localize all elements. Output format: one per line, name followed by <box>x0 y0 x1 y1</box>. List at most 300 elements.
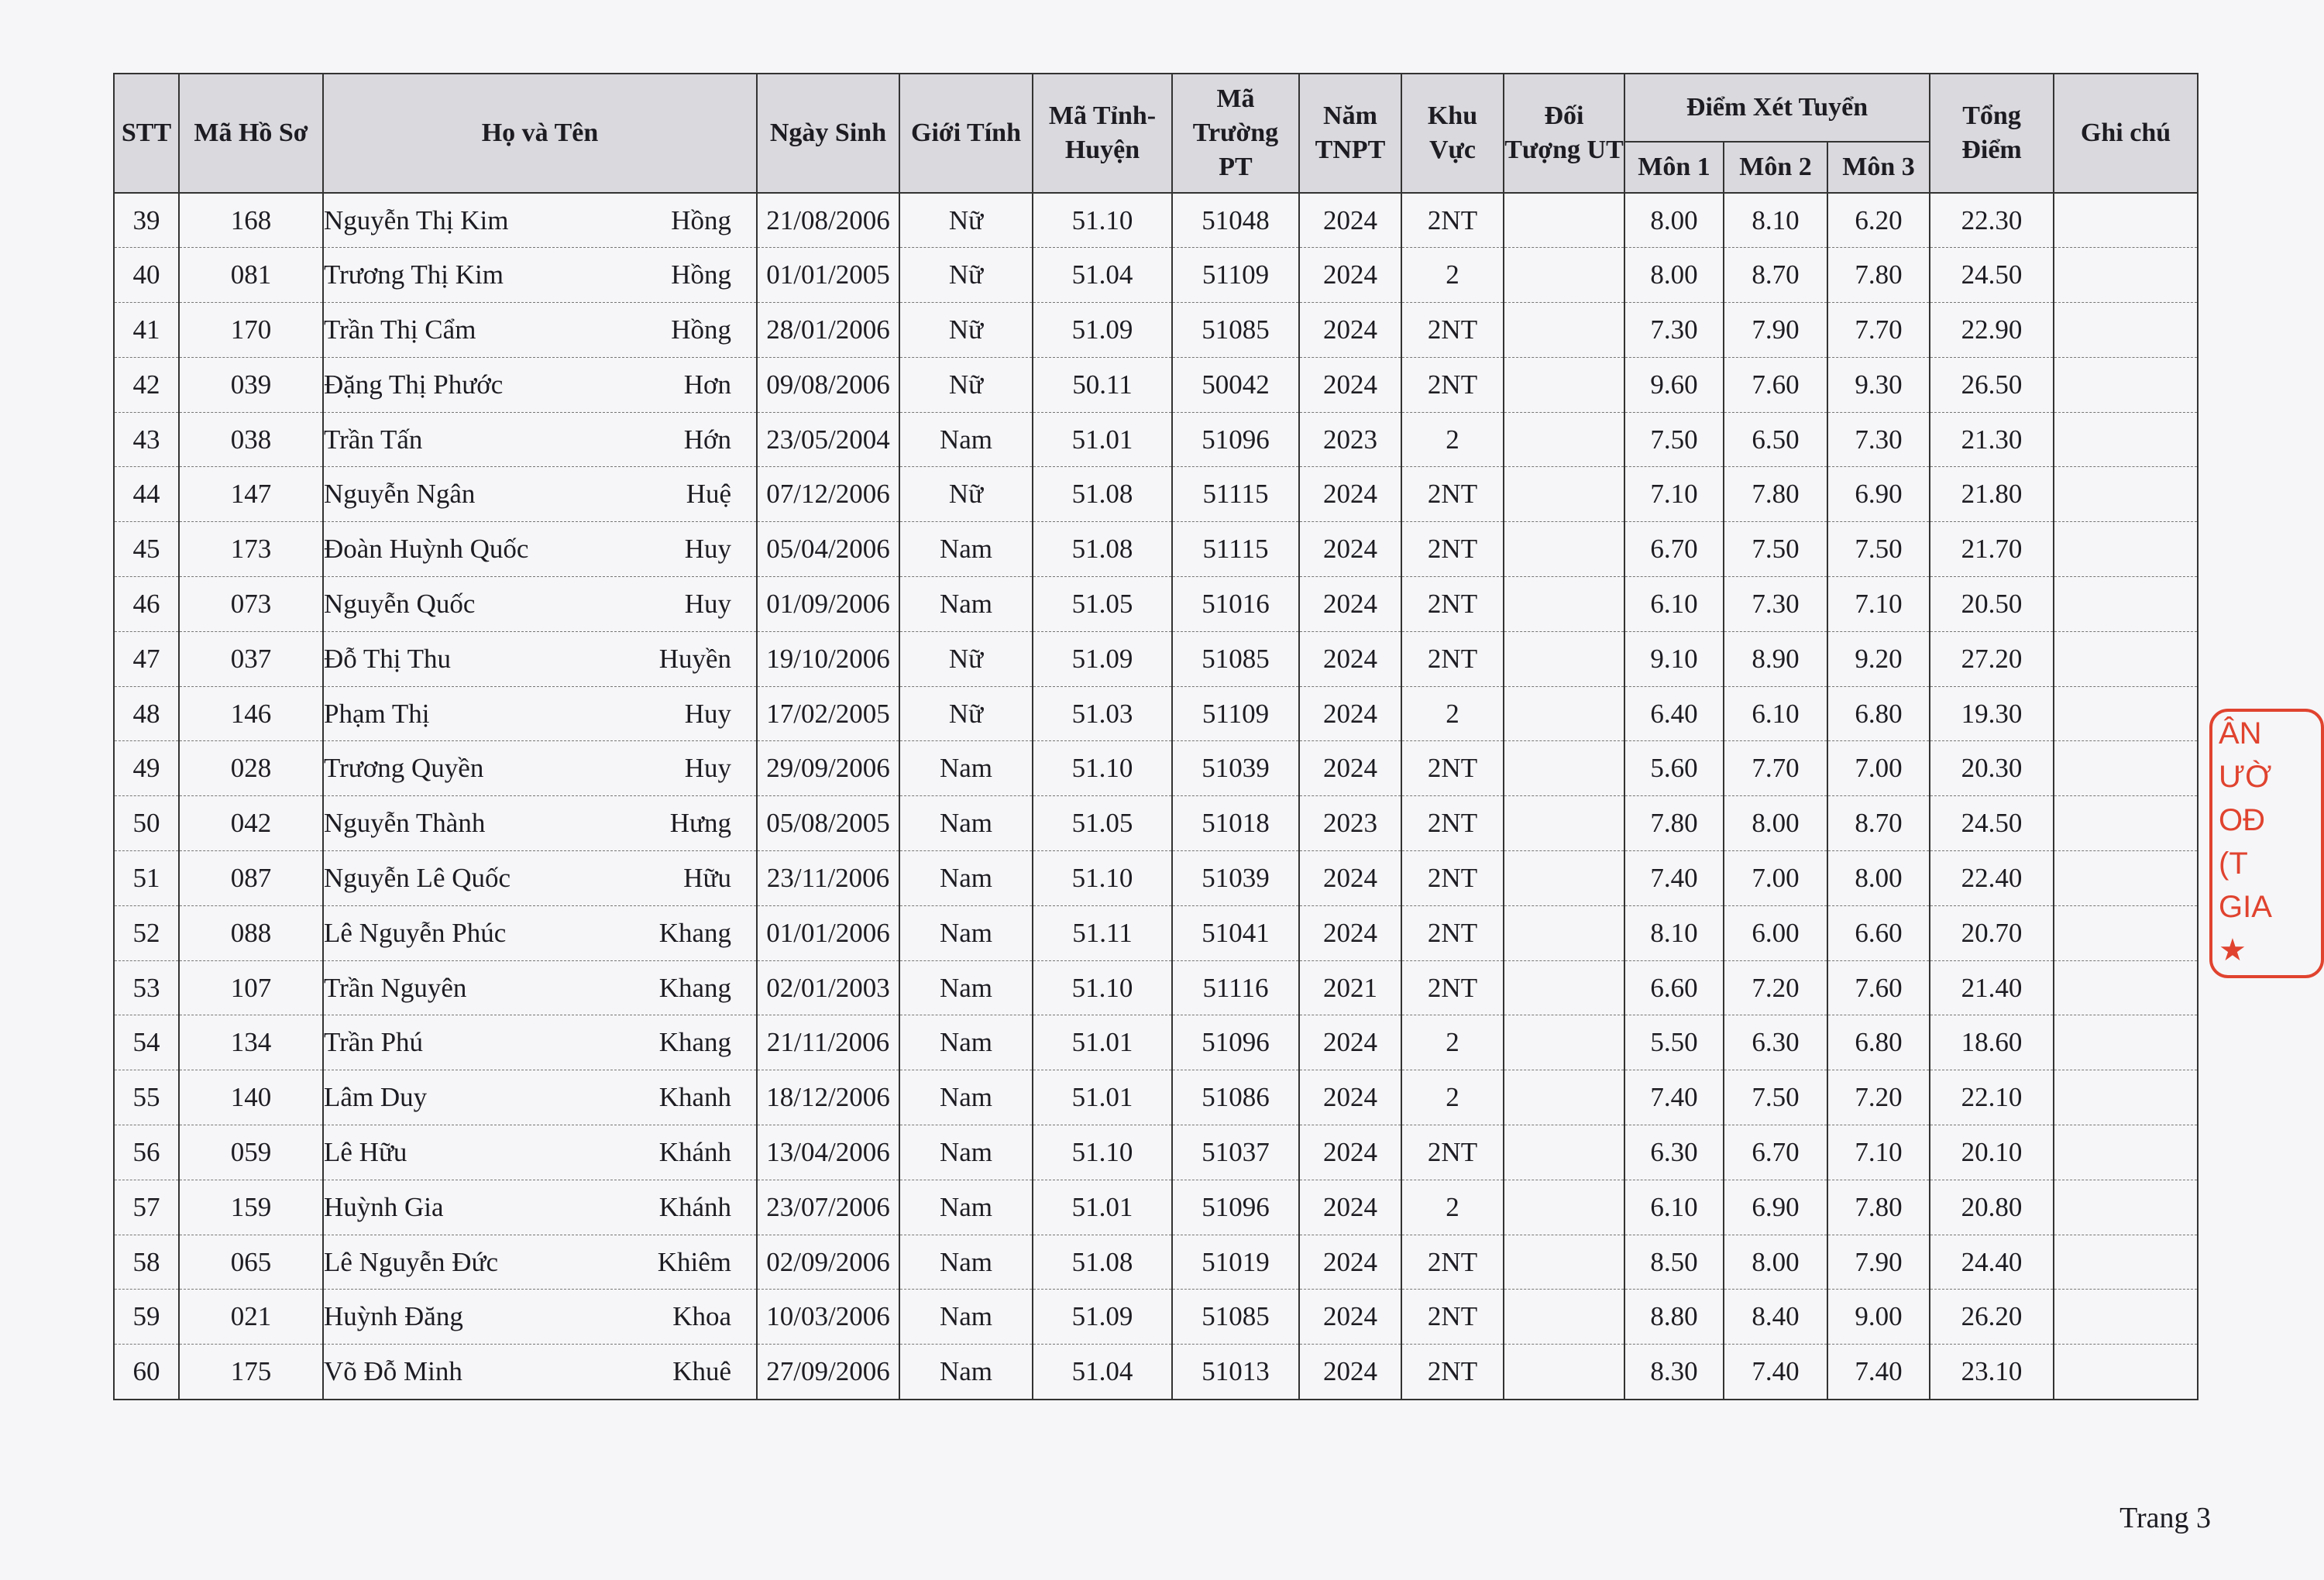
cell-doi-tuong-ut <box>1504 851 1624 906</box>
cell-ho-dem: Đỗ Thị Thu <box>324 643 451 674</box>
cell-nam-tnpt: 2024 <box>1299 905 1401 960</box>
cell-stt: 60 <box>114 1345 179 1400</box>
cell-ma-truong-pt: 51115 <box>1172 467 1299 522</box>
cell-ghi-chu <box>2054 631 2198 686</box>
cell-ten: Hơn <box>683 369 731 400</box>
cell-khu-vuc: 2NT <box>1401 193 1504 248</box>
cell-nam-tnpt: 2024 <box>1299 1290 1401 1345</box>
cell-ma-tinh-huyen: 51.04 <box>1033 1345 1172 1400</box>
cell-stt: 40 <box>114 248 179 303</box>
cell-mon-3: 9.30 <box>1827 357 1930 412</box>
table-row <box>114 577 2198 632</box>
cell-stt: 47 <box>114 631 179 686</box>
cell-mon-2: 7.20 <box>1724 960 1827 1015</box>
cell-khu-vuc: 2 <box>1401 1015 1504 1070</box>
cell-mon-3: 7.10 <box>1827 1125 1930 1180</box>
cell-gioi-tinh: Nam <box>899 1235 1033 1290</box>
cell-ten: Huyền <box>658 643 731 674</box>
table-row <box>114 1235 2198 1290</box>
cell-ngay-sinh: 28/01/2006 <box>757 303 899 358</box>
cell-ngay-sinh: 23/05/2004 <box>757 412 899 467</box>
cell-ghi-chu <box>2054 577 2198 632</box>
cell-ma-tinh-huyen: 51.03 <box>1033 686 1172 741</box>
header-ma-tinh-huyen: Mã Tỉnh-Huyện <box>1033 74 1172 193</box>
cell-ma-tinh-huyen: 51.01 <box>1033 1015 1172 1070</box>
table-row <box>114 467 2198 522</box>
cell-ma-ho-so: 021 <box>179 1290 323 1345</box>
cell-ma-ho-so: 159 <box>179 1180 323 1235</box>
cell-ma-tinh-huyen: 50.11 <box>1033 357 1172 412</box>
header-mon-2: Môn 2 <box>1724 142 1827 193</box>
table-row <box>114 1180 2198 1235</box>
cell-ho-va-ten <box>323 193 757 248</box>
cell-gioi-tinh: Nam <box>899 741 1033 796</box>
cell-ngay-sinh: 18/12/2006 <box>757 1070 899 1125</box>
cell-doi-tuong-ut <box>1504 1290 1624 1345</box>
cell-khu-vuc: 2NT <box>1401 303 1504 358</box>
cell-ten: Hữu <box>683 862 731 893</box>
cell-ngay-sinh: 02/09/2006 <box>757 1235 899 1290</box>
table-row <box>114 412 2198 467</box>
cell-doi-tuong-ut <box>1504 631 1624 686</box>
cell-nam-tnpt: 2024 <box>1299 851 1401 906</box>
cell-ghi-chu <box>2054 1015 2198 1070</box>
cell-ho-dem: Nguyễn Quốc <box>324 588 476 619</box>
cell-ho-dem: Trần Thị Cẩm <box>324 314 476 345</box>
cell-tong-diem: 18.60 <box>1930 1015 2054 1070</box>
cell-stt: 50 <box>114 796 179 851</box>
cell-mon-3: 6.60 <box>1827 905 1930 960</box>
table-row <box>114 1015 2198 1070</box>
cell-khu-vuc: 2 <box>1401 1180 1504 1235</box>
cell-tong-diem: 22.40 <box>1930 851 2054 906</box>
cell-gioi-tinh: Nam <box>899 1345 1033 1400</box>
cell-khu-vuc: 2 <box>1401 412 1504 467</box>
header-mon-3: Môn 3 <box>1827 142 1930 193</box>
cell-ma-tinh-huyen: 51.09 <box>1033 303 1172 358</box>
cell-mon-1: 8.00 <box>1624 193 1724 248</box>
cell-ma-tinh-huyen: 51.10 <box>1033 193 1172 248</box>
header-diem-xet-tuyen: Điểm Xét Tuyển <box>1624 74 1930 142</box>
cell-gioi-tinh: Nam <box>899 522 1033 577</box>
header-stt: STT <box>114 74 179 193</box>
cell-ho-dem: Võ Đỗ Minh <box>324 1355 462 1386</box>
cell-khu-vuc: 2NT <box>1401 631 1504 686</box>
cell-tong-diem: 20.10 <box>1930 1125 2054 1180</box>
cell-mon-2: 8.90 <box>1724 631 1827 686</box>
cell-ma-tinh-huyen: 51.05 <box>1033 796 1172 851</box>
cell-ho-va-ten <box>323 1125 757 1180</box>
cell-mon-3: 7.10 <box>1827 577 1930 632</box>
cell-mon-3: 6.80 <box>1827 686 1930 741</box>
cell-ma-tinh-huyen: 51.04 <box>1033 248 1172 303</box>
cell-ghi-chu <box>2054 796 2198 851</box>
cell-ho-va-ten <box>323 960 757 1015</box>
cell-ma-truong-pt: 51109 <box>1172 248 1299 303</box>
cell-ma-truong-pt: 51096 <box>1172 412 1299 467</box>
cell-ma-ho-so: 088 <box>179 905 323 960</box>
cell-nam-tnpt: 2024 <box>1299 193 1401 248</box>
cell-ngay-sinh: 21/08/2006 <box>757 193 899 248</box>
cell-ten: Khanh <box>658 1082 731 1113</box>
cell-mon-2: 8.40 <box>1724 1290 1827 1345</box>
table-row <box>114 248 2198 303</box>
cell-nam-tnpt: 2024 <box>1299 1015 1401 1070</box>
cell-mon-1: 6.10 <box>1624 1180 1724 1235</box>
cell-ghi-chu <box>2054 248 2198 303</box>
header-ngay-sinh: Ngày Sinh <box>757 74 899 193</box>
cell-mon-2: 8.00 <box>1724 1235 1827 1290</box>
cell-khu-vuc: 2 <box>1401 1070 1504 1125</box>
cell-ho-va-ten <box>323 1345 757 1400</box>
cell-doi-tuong-ut <box>1504 467 1624 522</box>
table-row <box>114 357 2198 412</box>
cell-nam-tnpt: 2024 <box>1299 686 1401 741</box>
cell-ho-va-ten <box>323 577 757 632</box>
cell-mon-2: 8.70 <box>1724 248 1827 303</box>
cell-ghi-chu <box>2054 1180 2198 1235</box>
cell-ho-va-ten <box>323 303 757 358</box>
cell-doi-tuong-ut <box>1504 1345 1624 1400</box>
cell-ghi-chu <box>2054 467 2198 522</box>
cell-nam-tnpt: 2024 <box>1299 631 1401 686</box>
cell-mon-1: 7.80 <box>1624 796 1724 851</box>
cell-ho-va-ten <box>323 686 757 741</box>
cell-mon-1: 8.80 <box>1624 1290 1724 1345</box>
cell-mon-1: 6.40 <box>1624 686 1724 741</box>
cell-khu-vuc: 2NT <box>1401 357 1504 412</box>
cell-gioi-tinh: Nam <box>899 905 1033 960</box>
cell-mon-3: 8.70 <box>1827 796 1930 851</box>
cell-ma-truong-pt: 51019 <box>1172 1235 1299 1290</box>
cell-ma-tinh-huyen: 51.01 <box>1033 1180 1172 1235</box>
cell-mon-3: 6.90 <box>1827 467 1930 522</box>
cell-mon-1: 9.10 <box>1624 631 1724 686</box>
cell-nam-tnpt: 2024 <box>1299 467 1401 522</box>
cell-ghi-chu <box>2054 905 2198 960</box>
cell-mon-2: 8.00 <box>1724 796 1827 851</box>
cell-mon-1: 8.10 <box>1624 905 1724 960</box>
cell-ten: Hồng <box>671 259 731 290</box>
table-row <box>114 1345 2198 1400</box>
cell-stt: 44 <box>114 467 179 522</box>
cell-ma-truong-pt: 51109 <box>1172 686 1299 741</box>
cell-tong-diem: 21.30 <box>1930 412 2054 467</box>
cell-gioi-tinh: Nam <box>899 960 1033 1015</box>
cell-ma-ho-so: 042 <box>179 796 323 851</box>
cell-mon-2: 7.60 <box>1724 357 1827 412</box>
cell-gioi-tinh: Nam <box>899 1180 1033 1235</box>
cell-ma-ho-so: 087 <box>179 851 323 906</box>
cell-tong-diem: 20.50 <box>1930 577 2054 632</box>
cell-ma-tinh-huyen: 51.01 <box>1033 1070 1172 1125</box>
cell-nam-tnpt: 2024 <box>1299 1180 1401 1235</box>
stamp-text: (T <box>2219 847 2248 881</box>
cell-ma-ho-so: 038 <box>179 412 323 467</box>
table-row <box>114 631 2198 686</box>
cell-tong-diem: 26.20 <box>1930 1290 2054 1345</box>
table-row <box>114 1125 2198 1180</box>
cell-ho-dem: Trần Nguyên <box>324 972 467 1003</box>
cell-ghi-chu <box>2054 303 2198 358</box>
table-row <box>114 960 2198 1015</box>
cell-ma-truong-pt: 51085 <box>1172 631 1299 686</box>
cell-stt: 41 <box>114 303 179 358</box>
cell-doi-tuong-ut <box>1504 1070 1624 1125</box>
cell-khu-vuc: 2NT <box>1401 741 1504 796</box>
cell-ma-truong-pt: 51016 <box>1172 577 1299 632</box>
table-row <box>114 686 2198 741</box>
table-row <box>114 1070 2198 1125</box>
stamp-text: ƯỜ <box>2219 760 2272 794</box>
cell-ngay-sinh: 13/04/2006 <box>757 1125 899 1180</box>
cell-ma-truong-pt: 51018 <box>1172 796 1299 851</box>
header-mon-1: Môn 1 <box>1624 142 1724 193</box>
cell-ho-dem: Trần Tấn <box>324 424 423 455</box>
cell-mon-2: 7.30 <box>1724 577 1827 632</box>
cell-ma-ho-so: 028 <box>179 741 323 796</box>
cell-nam-tnpt: 2024 <box>1299 1345 1401 1400</box>
cell-tong-diem: 20.30 <box>1930 741 2054 796</box>
header-ma-ho-so: Mã Hồ Sơ <box>179 74 323 193</box>
cell-ho-va-ten <box>323 1290 757 1345</box>
cell-ma-ho-so: 059 <box>179 1125 323 1180</box>
cell-ma-ho-so: 170 <box>179 303 323 358</box>
cell-khu-vuc: 2NT <box>1401 851 1504 906</box>
cell-doi-tuong-ut <box>1504 1235 1624 1290</box>
header-ghi-chu: Ghi chú <box>2054 74 2198 193</box>
cell-stt: 57 <box>114 1180 179 1235</box>
cell-tong-diem: 24.40 <box>1930 1235 2054 1290</box>
cell-ho-dem: Lê Hữu <box>324 1136 407 1167</box>
cell-doi-tuong-ut <box>1504 1125 1624 1180</box>
cell-ngay-sinh: 23/07/2006 <box>757 1180 899 1235</box>
cell-ho-va-ten <box>323 357 757 412</box>
cell-mon-1: 8.30 <box>1624 1345 1724 1400</box>
cell-ghi-chu <box>2054 1070 2198 1125</box>
table-row <box>114 905 2198 960</box>
cell-mon-2: 6.00 <box>1724 905 1827 960</box>
cell-ma-truong-pt: 51086 <box>1172 1070 1299 1125</box>
cell-ma-tinh-huyen: 51.10 <box>1033 851 1172 906</box>
cell-doi-tuong-ut <box>1504 741 1624 796</box>
cell-mon-2: 6.30 <box>1724 1015 1827 1070</box>
cell-ghi-chu <box>2054 412 2198 467</box>
cell-mon-1: 9.60 <box>1624 357 1724 412</box>
cell-ten: Hớn <box>683 424 731 455</box>
cell-mon-3: 7.00 <box>1827 741 1930 796</box>
cell-stt: 46 <box>114 577 179 632</box>
cell-mon-3: 8.00 <box>1827 851 1930 906</box>
cell-mon-1: 7.40 <box>1624 1070 1724 1125</box>
cell-tong-diem: 22.30 <box>1930 193 2054 248</box>
cell-mon-3: 7.70 <box>1827 303 1930 358</box>
cell-gioi-tinh: Nam <box>899 851 1033 906</box>
cell-stt: 53 <box>114 960 179 1015</box>
cell-tong-diem: 22.10 <box>1930 1070 2054 1125</box>
cell-ma-truong-pt: 51096 <box>1172 1180 1299 1235</box>
cell-ten: Khang <box>658 917 731 948</box>
cell-ten: Khánh <box>658 1136 731 1167</box>
cell-mon-2: 6.70 <box>1724 1125 1827 1180</box>
cell-stt: 48 <box>114 686 179 741</box>
cell-khu-vuc: 2NT <box>1401 796 1504 851</box>
cell-mon-1: 7.30 <box>1624 303 1724 358</box>
cell-mon-1: 6.60 <box>1624 960 1724 1015</box>
table-row <box>114 796 2198 851</box>
cell-ghi-chu <box>2054 686 2198 741</box>
cell-ho-dem: Đặng Thị Phước <box>324 369 504 400</box>
cell-ghi-chu <box>2054 851 2198 906</box>
cell-ho-dem: Lâm Duy <box>324 1082 428 1113</box>
cell-ho-dem: Trần Phú <box>324 1027 424 1058</box>
cell-ngay-sinh: 29/09/2006 <box>757 741 899 796</box>
cell-stt: 51 <box>114 851 179 906</box>
cell-nam-tnpt: 2024 <box>1299 522 1401 577</box>
cell-mon-2: 7.50 <box>1724 1070 1827 1125</box>
cell-mon-1: 8.50 <box>1624 1235 1724 1290</box>
cell-ho-dem: Lê Nguyễn Đức <box>324 1246 499 1277</box>
cell-ten: Huệ <box>686 479 731 510</box>
cell-ma-ho-so: 073 <box>179 577 323 632</box>
cell-ten: Khang <box>658 972 731 1003</box>
cell-doi-tuong-ut <box>1504 303 1624 358</box>
cell-tong-diem: 27.20 <box>1930 631 2054 686</box>
cell-ngay-sinh: 01/09/2006 <box>757 577 899 632</box>
table-row <box>114 741 2198 796</box>
cell-ma-truong-pt: 51037 <box>1172 1125 1299 1180</box>
header-doi-tuong-ut: Đối Tượng UT <box>1504 74 1624 193</box>
stamp-text: OĐ <box>2219 803 2265 837</box>
cell-mon-1: 7.10 <box>1624 467 1724 522</box>
cell-mon-1: 8.00 <box>1624 248 1724 303</box>
cell-ho-va-ten <box>323 851 757 906</box>
cell-ma-truong-pt: 51085 <box>1172 303 1299 358</box>
cell-ma-tinh-huyen: 51.11 <box>1033 905 1172 960</box>
cell-nam-tnpt: 2024 <box>1299 1235 1401 1290</box>
cell-tong-diem: 24.50 <box>1930 796 2054 851</box>
cell-ngay-sinh: 21/11/2006 <box>757 1015 899 1070</box>
cell-ngay-sinh: 09/08/2006 <box>757 357 899 412</box>
red-seal-stamp <box>2209 709 2324 978</box>
cell-ghi-chu <box>2054 960 2198 1015</box>
cell-ten: Khoa <box>672 1301 731 1332</box>
cell-gioi-tinh: Nam <box>899 1070 1033 1125</box>
cell-mon-3: 6.80 <box>1827 1015 1930 1070</box>
cell-gioi-tinh: Nữ <box>899 303 1033 358</box>
stamp-text: ★ <box>2219 933 2247 967</box>
cell-ho-dem: Trương Thị Kim <box>324 259 504 290</box>
cell-ten: Huy <box>684 753 731 784</box>
cell-ho-dem: Huỳnh Đăng <box>324 1301 463 1332</box>
cell-doi-tuong-ut <box>1504 796 1624 851</box>
cell-gioi-tinh: Nữ <box>899 631 1033 686</box>
cell-ho-va-ten <box>323 248 757 303</box>
cell-gioi-tinh: Nữ <box>899 193 1033 248</box>
cell-ma-truong-pt: 51039 <box>1172 851 1299 906</box>
cell-stt: 42 <box>114 357 179 412</box>
cell-ma-truong-pt: 51115 <box>1172 522 1299 577</box>
cell-ngay-sinh: 23/11/2006 <box>757 851 899 906</box>
cell-ho-va-ten <box>323 412 757 467</box>
cell-ngay-sinh: 02/01/2003 <box>757 960 899 1015</box>
cell-ho-va-ten <box>323 1235 757 1290</box>
cell-khu-vuc: 2NT <box>1401 522 1504 577</box>
cell-ten: Huy <box>684 534 731 565</box>
cell-nam-tnpt: 2024 <box>1299 741 1401 796</box>
cell-ten: Khánh <box>658 1191 731 1222</box>
cell-ghi-chu <box>2054 522 2198 577</box>
cell-stt: 49 <box>114 741 179 796</box>
cell-mon-2: 7.90 <box>1724 303 1827 358</box>
cell-ten: Khuê <box>672 1355 731 1386</box>
cell-khu-vuc: 2 <box>1401 686 1504 741</box>
cell-ma-tinh-huyen: 51.01 <box>1033 412 1172 467</box>
cell-ngay-sinh: 05/08/2005 <box>757 796 899 851</box>
cell-ho-dem: Nguyễn Ngân <box>324 479 476 510</box>
cell-mon-2: 7.80 <box>1724 467 1827 522</box>
cell-mon-1: 6.70 <box>1624 522 1724 577</box>
header-tong-diem: Tổng Điểm <box>1930 74 2054 193</box>
cell-ma-tinh-huyen: 51.10 <box>1033 1125 1172 1180</box>
cell-ma-ho-so: 168 <box>179 193 323 248</box>
table-row <box>114 851 2198 906</box>
cell-ma-tinh-huyen: 51.10 <box>1033 741 1172 796</box>
cell-mon-2: 7.70 <box>1724 741 1827 796</box>
cell-nam-tnpt: 2023 <box>1299 796 1401 851</box>
cell-doi-tuong-ut <box>1504 905 1624 960</box>
cell-mon-2: 8.10 <box>1724 193 1827 248</box>
table-row <box>114 522 2198 577</box>
cell-tong-diem: 20.80 <box>1930 1180 2054 1235</box>
cell-mon-3: 9.00 <box>1827 1290 1930 1345</box>
cell-ma-truong-pt: 51013 <box>1172 1345 1299 1400</box>
cell-stt: 56 <box>114 1125 179 1180</box>
cell-ma-ho-so: 173 <box>179 522 323 577</box>
cell-doi-tuong-ut <box>1504 577 1624 632</box>
cell-nam-tnpt: 2024 <box>1299 357 1401 412</box>
cell-ho-dem: Nguyễn Thành <box>324 808 486 839</box>
cell-nam-tnpt: 2023 <box>1299 412 1401 467</box>
cell-mon-3: 7.50 <box>1827 522 1930 577</box>
cell-ten: Hồng <box>671 314 731 345</box>
cell-khu-vuc: 2NT <box>1401 467 1504 522</box>
cell-ghi-chu <box>2054 193 2198 248</box>
cell-gioi-tinh: Nữ <box>899 467 1033 522</box>
table-header <box>114 74 2198 193</box>
cell-ten: Hưng <box>669 808 731 839</box>
cell-gioi-tinh: Nam <box>899 796 1033 851</box>
cell-doi-tuong-ut <box>1504 686 1624 741</box>
table-row <box>114 193 2198 248</box>
cell-mon-2: 6.90 <box>1724 1180 1827 1235</box>
cell-ma-tinh-huyen: 51.08 <box>1033 1235 1172 1290</box>
cell-ten: Huy <box>684 588 731 619</box>
cell-mon-2: 7.40 <box>1724 1345 1827 1400</box>
stamp-text: GIA <box>2219 890 2272 924</box>
cell-gioi-tinh: Nữ <box>899 248 1033 303</box>
cell-gioi-tinh: Nam <box>899 1125 1033 1180</box>
cell-ma-truong-pt: 51085 <box>1172 1290 1299 1345</box>
cell-ma-truong-pt: 51041 <box>1172 905 1299 960</box>
cell-ma-truong-pt: 51048 <box>1172 193 1299 248</box>
cell-nam-tnpt: 2024 <box>1299 303 1401 358</box>
cell-tong-diem: 21.40 <box>1930 960 2054 1015</box>
cell-ma-ho-so: 140 <box>179 1070 323 1125</box>
cell-ghi-chu <box>2054 1345 2198 1400</box>
cell-ngay-sinh: 19/10/2006 <box>757 631 899 686</box>
cell-mon-3: 7.40 <box>1827 1345 1930 1400</box>
